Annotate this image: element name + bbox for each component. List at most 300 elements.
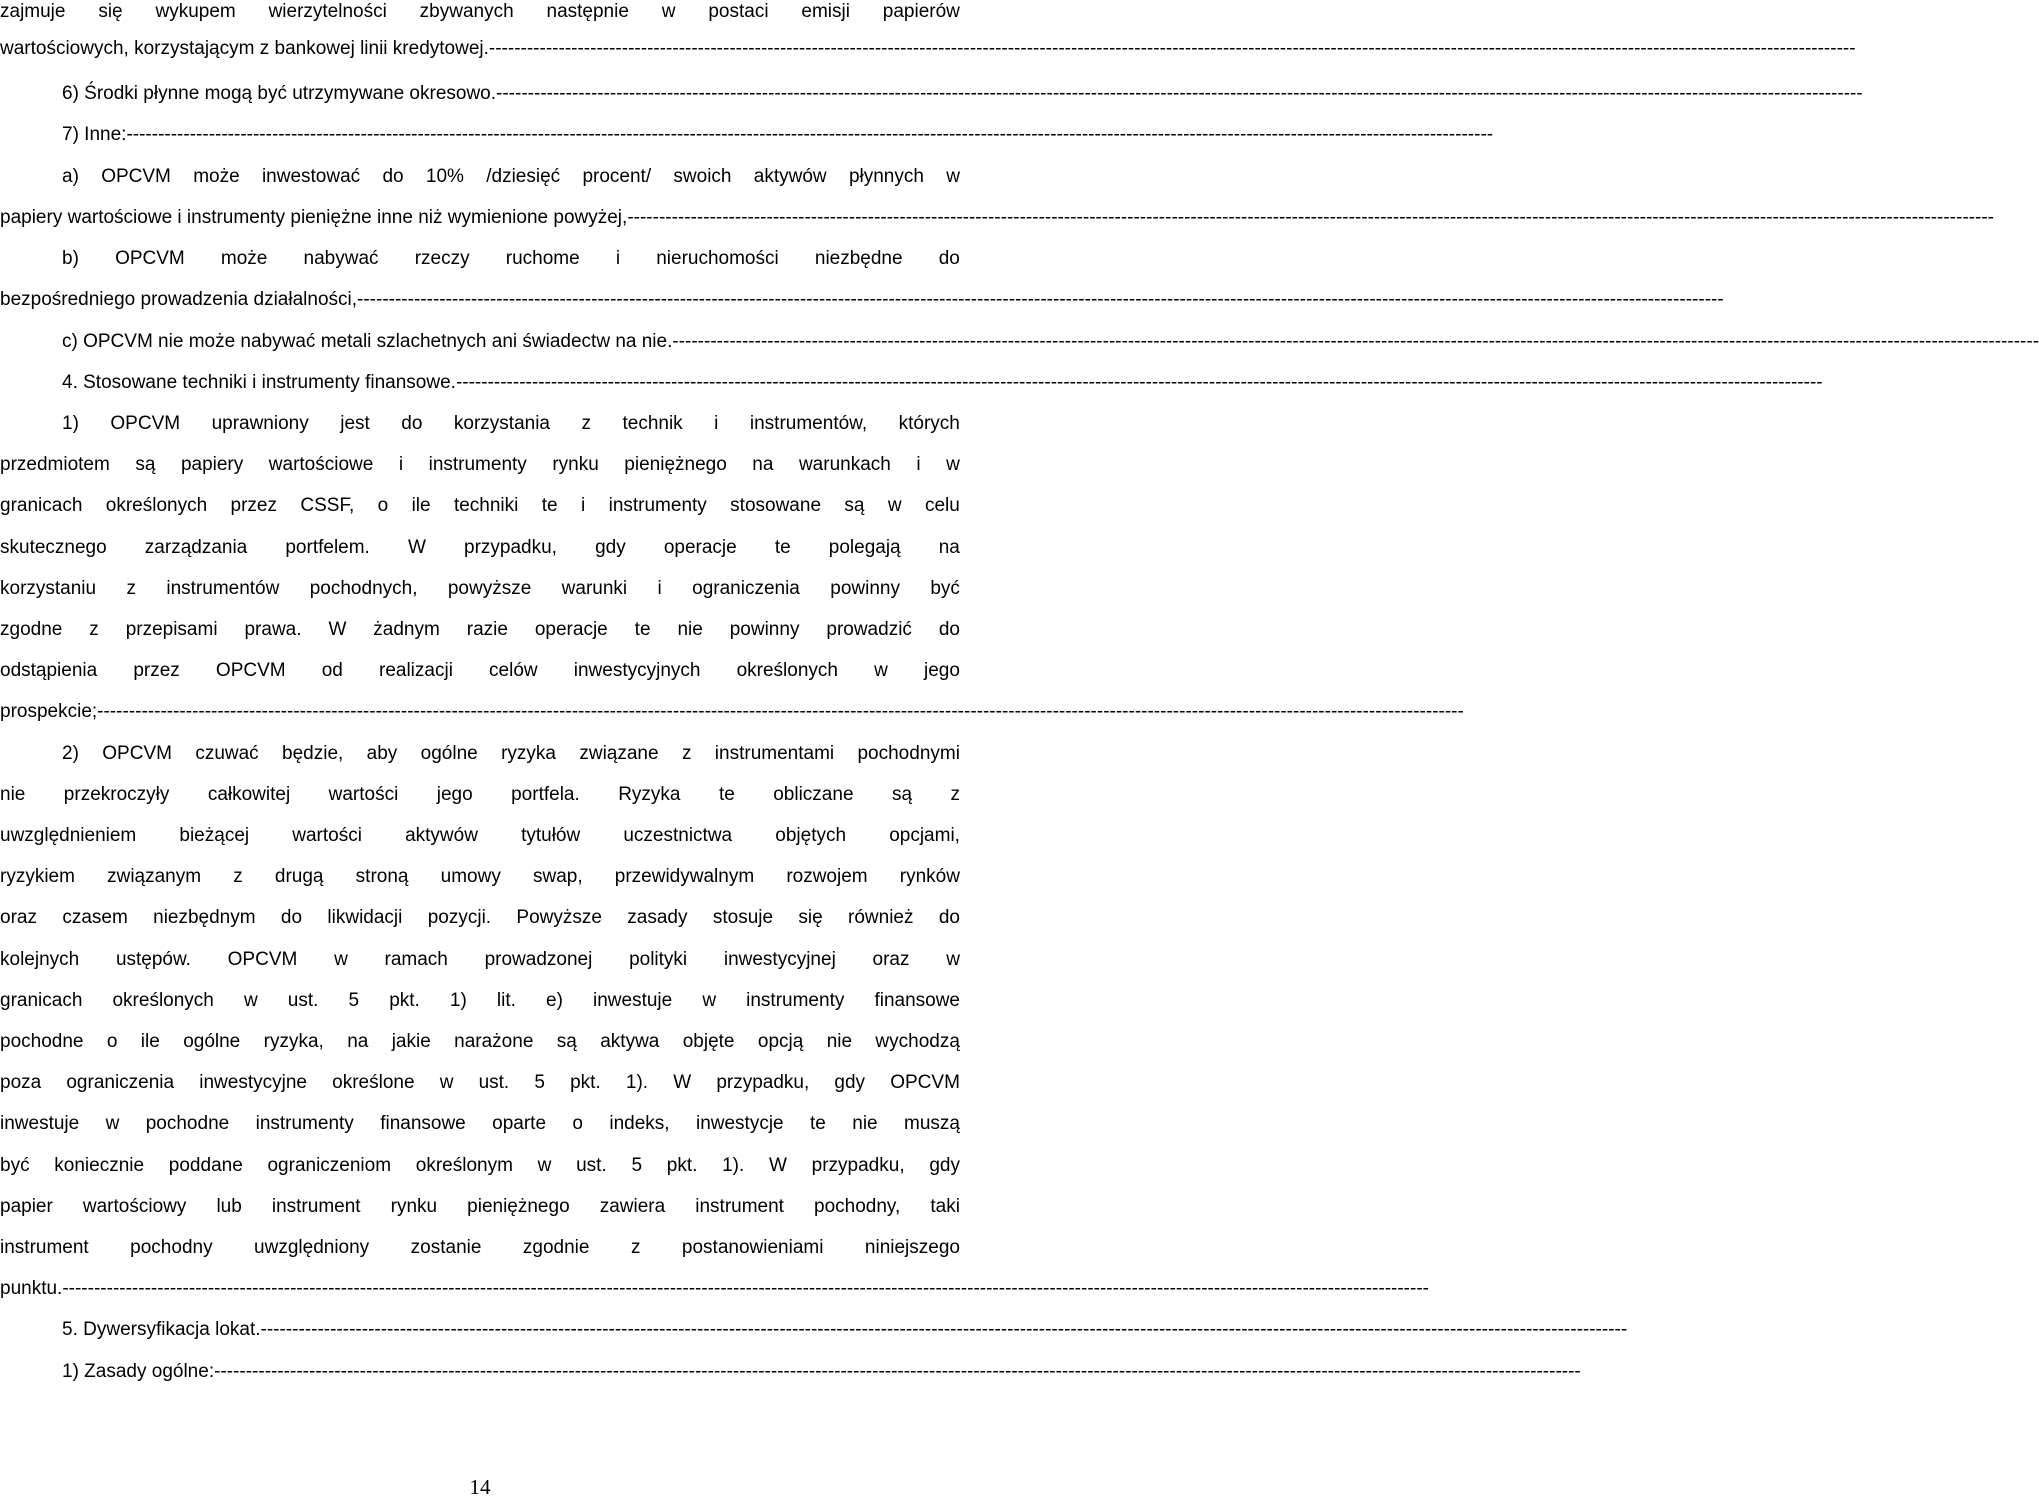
text-line: [62, 409, 960, 439]
word: OPCVM: [215, 660, 286, 681]
word: z: [950, 784, 960, 805]
word: do: [938, 619, 960, 640]
word: finansowe: [874, 990, 960, 1011]
word: inwestycje: [695, 1113, 784, 1134]
word: zasady: [627, 907, 688, 928]
word: objętych: [775, 825, 847, 846]
word: o: [572, 1113, 583, 1134]
word: w: [661, 1, 676, 22]
word: przewidywalnym: [614, 866, 755, 887]
word: oparte: [492, 1113, 547, 1134]
word: prowadzić: [826, 619, 912, 640]
word: stosowane: [730, 495, 822, 516]
word: objęte: [682, 1031, 735, 1052]
line-text: 1) Zasady ogólne:: [62, 1361, 215, 1382]
word: określone: [332, 1072, 415, 1093]
line-text: wartościowych, korzystającym z bankowej linii kredytowej.: [0, 38, 489, 59]
word: inwestować: [261, 166, 361, 187]
word: w: [946, 949, 960, 970]
word: 1): [449, 990, 467, 1011]
word: w: [874, 660, 888, 681]
text-line: [0, 285, 1724, 315]
word: z: [233, 866, 243, 887]
page-number: 14: [469, 1475, 491, 1499]
word: płynnych: [848, 166, 924, 187]
word: taki: [930, 1196, 960, 1217]
word: i: [615, 248, 621, 269]
word: nabywać: [303, 248, 379, 269]
dash-leader: ------------------------------------------------------------------------------------------------------------------------------------------------------------------------------------------------------------------------: [126, 124, 1494, 145]
word: korzystaniu: [0, 578, 97, 599]
word: których: [898, 413, 960, 434]
word: celów: [489, 660, 538, 681]
word: z: [89, 619, 99, 640]
word: uczestnictwa: [623, 825, 733, 846]
word: OPCVM: [110, 413, 181, 434]
word: w: [334, 949, 348, 970]
text-line: [0, 862, 960, 892]
word: rynku: [552, 454, 599, 475]
word: ograniczeniom: [267, 1155, 392, 1176]
word: ramach: [384, 949, 448, 970]
text-line: [0, 34, 1856, 64]
word: w: [105, 1113, 120, 1134]
word: muszą: [904, 1113, 960, 1134]
word: te: [634, 619, 651, 640]
word: czuwać: [195, 743, 259, 764]
word: w: [439, 1072, 454, 1093]
word: pieniężnego: [467, 1196, 570, 1217]
word: te: [774, 537, 791, 558]
word: ograniczenia: [66, 1072, 175, 1093]
word: pochodne: [0, 1031, 84, 1052]
word: ogólne: [420, 743, 478, 764]
text-line: [0, 986, 960, 1016]
word: rzeczy: [414, 248, 470, 269]
word: celu: [924, 495, 960, 516]
dash-leader: ------------------------------------------------------------------------------------------------------------------------------------------------------------------------------------------------------------------------: [260, 1319, 1628, 1340]
word: rozwojem: [786, 866, 868, 887]
word: ogólne: [183, 1031, 241, 1052]
word: przypadku,: [716, 1072, 810, 1093]
word: razie: [466, 619, 508, 640]
word: zgodnie: [522, 1237, 590, 1258]
word: ograniczenia: [692, 578, 800, 599]
word: granicach: [0, 495, 83, 516]
text-line: [62, 1357, 1581, 1387]
word: pochodnymi: [857, 743, 960, 764]
word: będzie,: [282, 743, 344, 764]
word: gdy: [595, 537, 626, 558]
word: przypadku,: [464, 537, 557, 558]
word: do: [401, 413, 423, 434]
word: zbywanych: [419, 1, 514, 22]
word: przez: [230, 495, 277, 516]
word: instrumentami: [714, 743, 835, 764]
text-line: [0, 0, 960, 27]
word: wykupem: [155, 1, 236, 22]
word: przez: [133, 660, 180, 681]
word: tytułów: [521, 825, 581, 846]
word: określonych: [736, 660, 838, 681]
word: instrumentów,: [749, 413, 868, 434]
word: zgodne: [0, 619, 63, 640]
word: instrument: [0, 1237, 89, 1258]
word: o: [106, 1031, 118, 1052]
word: instrumenty: [255, 1113, 354, 1134]
word: ustępów.: [115, 949, 191, 970]
text-line: [0, 1109, 960, 1139]
word: instrumenty: [428, 454, 527, 475]
text-line: [62, 244, 960, 274]
word: od: [321, 660, 343, 681]
dash-leader: ------------------------------------------------------------------------------------------------------------------------------------------------------------------------------------------------------------------------: [97, 701, 1464, 722]
dash-leader: ------------------------------------------------------------------------------------------------------------------------------------------------------------------------------------------------------------------------: [62, 1278, 1429, 1299]
word: pochodne: [145, 1113, 230, 1134]
word: 1).: [722, 1155, 745, 1176]
word: instrumenty: [746, 990, 845, 1011]
line-text: punktu.: [0, 1278, 63, 1299]
text-line: [0, 903, 960, 933]
dash-leader: ------------------------------------------------------------------------------------------------------------------------------------------------------------------------------------------------------------------------: [455, 372, 1823, 393]
word: warunki: [561, 578, 628, 599]
word: 5: [348, 990, 360, 1011]
word: inwestycyjne: [199, 1072, 307, 1093]
word: wierzytelności: [268, 1, 387, 22]
text-line: [0, 945, 960, 975]
word: technik: [622, 413, 683, 434]
text-line: [62, 368, 1823, 398]
word: nie: [0, 784, 26, 805]
word: gdy: [834, 1072, 866, 1093]
word: operacje: [534, 619, 608, 640]
word: się: [98, 1, 123, 22]
word: pochodny: [130, 1237, 213, 1258]
word: pieniężnego: [624, 454, 727, 475]
word: 5: [631, 1155, 643, 1176]
word: zajmuje: [0, 1, 66, 22]
word: pkt.: [666, 1155, 698, 1176]
text-line: [0, 1068, 960, 1098]
word: papierów: [882, 1, 960, 22]
word: rynków: [899, 866, 960, 887]
word: emisji: [801, 1, 850, 22]
line-text: 4. Stosowane techniki i instrumenty finansowe.: [62, 372, 456, 393]
word: określonym: [415, 1155, 513, 1176]
word: może: [193, 166, 240, 187]
word: wychodzą: [875, 1031, 960, 1052]
word: pkt.: [389, 990, 420, 1011]
dash-leader: ------------------------------------------------------------------------------------------------------------------------------------------------------------------------------------------------------------------------: [496, 83, 1863, 104]
word: aktywów: [753, 166, 827, 187]
word: w: [946, 166, 960, 187]
word: ryzyka: [501, 743, 556, 764]
word: lub: [216, 1196, 242, 1217]
word: do: [938, 248, 960, 269]
word: jego: [923, 660, 960, 681]
dash-leader: ------------------------------------------------------------------------------------------------------------------------------------------------------------------------------------------------------------------------: [357, 289, 1724, 310]
word: ruchome: [505, 248, 580, 269]
word: z: [681, 743, 692, 764]
word: bieżącej: [179, 825, 250, 846]
word: wartości: [292, 825, 362, 846]
word: granicach: [0, 990, 83, 1011]
line-text: papiery wartościowe i instrumenty pieniężne inne niż wymienione powyżej,: [0, 207, 628, 228]
word: jest: [340, 413, 370, 434]
text-line: [0, 1027, 960, 1057]
word: być: [0, 1155, 30, 1176]
word: w: [887, 495, 902, 516]
word: na: [347, 1031, 369, 1052]
word: postaci: [708, 1, 769, 22]
word: w: [243, 990, 258, 1011]
line-text: c) OPCVM nie może nabywać metali szlachetnych ani świadectw na nie.: [62, 331, 673, 352]
word: określonych: [112, 990, 214, 1011]
word: skutecznego: [0, 537, 107, 558]
word: 10%: [425, 166, 464, 187]
word: portfelem.: [285, 537, 370, 558]
word: stroną: [355, 866, 409, 887]
word: 1).: [625, 1072, 649, 1093]
word: uwzględniony: [254, 1237, 370, 1258]
line-text: 7) Inne:: [62, 124, 127, 145]
text-line: [62, 739, 960, 769]
word: indeks,: [609, 1113, 670, 1134]
word: ust.: [287, 990, 319, 1011]
word: żadnym: [373, 619, 440, 640]
word: oraz: [0, 907, 37, 928]
word: 5: [534, 1072, 545, 1093]
word: się: [798, 907, 823, 928]
word: papier: [0, 1196, 53, 1217]
word: nie: [826, 1031, 853, 1052]
word: /dziesięć: [486, 166, 561, 187]
word: ile: [140, 1031, 160, 1052]
word: odstąpienia: [0, 660, 98, 681]
word: prowadzonej: [484, 949, 593, 970]
text-line: [0, 1233, 960, 1263]
word: jego: [436, 784, 473, 805]
word: stosuje: [712, 907, 774, 928]
text-line: [62, 162, 960, 192]
word: ryzyka,: [263, 1031, 324, 1052]
word: i: [714, 413, 719, 434]
word: a): [62, 166, 79, 187]
word: W: [673, 1072, 692, 1093]
word: oraz: [872, 949, 910, 970]
word: OPCVM: [227, 949, 298, 970]
word: ust.: [576, 1155, 607, 1176]
line-text: 5. Dywersyfikacja lokat.: [62, 1319, 261, 1340]
word: umowy: [440, 866, 501, 887]
word: uprawniony: [211, 413, 309, 434]
word: ust.: [478, 1072, 510, 1093]
word: rynku: [390, 1196, 438, 1217]
word: pkt.: [570, 1072, 601, 1093]
word: są: [556, 1031, 577, 1052]
word: i: [580, 495, 586, 516]
word: powinny: [729, 619, 800, 640]
text-line: [0, 1274, 1429, 1304]
word: CSSF,: [300, 495, 355, 516]
word: swoich: [673, 166, 732, 187]
word: jakie: [391, 1031, 431, 1052]
word: powinny: [830, 578, 900, 599]
word: ryzykiem: [0, 866, 75, 887]
word: i: [916, 454, 921, 475]
word: do: [280, 907, 303, 928]
word: inwestuje: [593, 990, 673, 1011]
word: do: [382, 166, 404, 187]
word: polegają: [828, 537, 901, 558]
word: z: [581, 413, 591, 434]
word: Ryzyka: [618, 784, 681, 805]
word: przepisami: [125, 619, 218, 640]
word: są: [844, 495, 865, 516]
text-line: [0, 780, 960, 810]
word: związane: [579, 743, 659, 764]
word: opcjami,: [889, 825, 960, 846]
word: likwidacji: [327, 907, 403, 928]
word: techniki: [453, 495, 519, 516]
word: lit.: [496, 990, 516, 1011]
word: uwzględnieniem: [0, 825, 137, 846]
word: są: [135, 454, 156, 475]
word: z: [126, 578, 136, 599]
word: OPCVM: [102, 743, 172, 764]
text-line: [0, 1192, 960, 1222]
word: W: [769, 1155, 787, 1176]
word: W: [328, 619, 347, 640]
text-line: [62, 79, 1863, 109]
word: całkowitej: [207, 784, 291, 805]
word: na: [752, 454, 774, 475]
word: niezbędnym: [153, 907, 256, 928]
line-text: 6) Środki płynne mogą być utrzymywane okresowo.: [62, 83, 497, 104]
text-line: [0, 574, 960, 604]
word: wartości: [328, 784, 399, 805]
word: narażone: [454, 1031, 534, 1052]
word: operacje: [663, 537, 737, 558]
text-line: [0, 697, 1464, 727]
word: poza: [0, 1072, 42, 1093]
word: w: [537, 1155, 552, 1176]
word: być: [930, 578, 960, 599]
word: aktywa: [600, 1031, 660, 1052]
word: aktywów: [405, 825, 478, 846]
word: i: [657, 578, 662, 599]
word: zostanie: [410, 1237, 482, 1258]
word: poddane: [168, 1155, 243, 1176]
word: ile: [411, 495, 431, 516]
word: kolejnych: [0, 949, 80, 970]
word: wartościowe: [268, 454, 374, 475]
word: może: [220, 248, 268, 269]
word: warunkach: [798, 454, 891, 475]
word: instrument: [271, 1196, 361, 1217]
word: czasem: [62, 907, 128, 928]
word: koniecznie: [54, 1155, 145, 1176]
word: przypadku,: [811, 1155, 905, 1176]
text-line: [0, 1151, 960, 1181]
word: w: [946, 454, 960, 475]
word: przekroczyły: [63, 784, 170, 805]
word: te: [541, 495, 558, 516]
line-text: bezpośredniego prowadzenia działalności,: [0, 289, 358, 310]
dash-leader: ------------------------------------------------------------------------------------------------------------------------------------------------------------------------------------------------------------------------: [627, 207, 1994, 228]
word: i: [398, 454, 404, 475]
dash-leader: ------------------------------------------------------------------------------------------------------------------------------------------------------------------------------------------------------------------------: [488, 38, 1856, 59]
text-line: [0, 533, 960, 563]
word: inwestycyjnych: [573, 660, 701, 681]
word: z: [630, 1237, 641, 1258]
word: te: [810, 1113, 826, 1134]
word: są: [891, 784, 913, 805]
text-line: [0, 203, 1994, 233]
text-line: [0, 821, 960, 851]
word: inwestuje: [0, 1113, 80, 1134]
word: b): [62, 248, 79, 269]
word: instrument: [695, 1196, 784, 1217]
word: Powyższe: [516, 907, 602, 928]
word: procent/: [582, 166, 652, 187]
word: inwestycyjnej: [723, 949, 836, 970]
word: realizacji: [379, 660, 453, 681]
text-line: [0, 450, 960, 480]
word: nie: [852, 1113, 878, 1134]
word: zarządzania: [144, 537, 248, 558]
word: portfela.: [511, 784, 580, 805]
word: niezbędne: [814, 248, 903, 269]
word: pochodnych,: [309, 578, 418, 599]
word: pochodny,: [814, 1196, 901, 1217]
word: postanowieniami: [681, 1237, 824, 1258]
word: niniejszego: [864, 1237, 960, 1258]
text-line: [0, 615, 960, 645]
word: 2): [62, 743, 79, 764]
word: określonych: [105, 495, 208, 516]
word: obliczane: [773, 784, 854, 805]
word: związanym: [107, 866, 202, 887]
word: również: [848, 907, 914, 928]
word: te: [718, 784, 735, 805]
word: aby: [366, 743, 398, 764]
word: na: [938, 537, 960, 558]
word: następnie: [546, 1, 629, 22]
word: pozycji.: [427, 907, 492, 928]
dash-leader: ------------------------------------------------------------------------------------------------------------------------------------------------------------------------------------------------------------------------: [214, 1361, 1581, 1382]
word: finansowe: [380, 1113, 466, 1134]
text-line: [62, 327, 2039, 357]
text-line: [0, 656, 960, 686]
word: nieruchomości: [656, 248, 779, 269]
word: wartościowy: [82, 1196, 187, 1217]
text-line: [0, 491, 960, 521]
word: OPCVM: [890, 1072, 960, 1093]
word: opcją: [757, 1031, 804, 1052]
word: drugą: [274, 866, 324, 887]
word: swap,: [532, 866, 583, 887]
word: przedmiotem: [0, 454, 110, 475]
word: do: [938, 907, 960, 928]
word: korzystania: [453, 413, 551, 434]
word: OPCVM: [115, 248, 185, 269]
word: OPCVM: [101, 166, 171, 187]
word: papiery: [180, 454, 244, 475]
text-line: [62, 1315, 1628, 1345]
word: polityki: [629, 949, 688, 970]
word: nie: [677, 619, 703, 640]
